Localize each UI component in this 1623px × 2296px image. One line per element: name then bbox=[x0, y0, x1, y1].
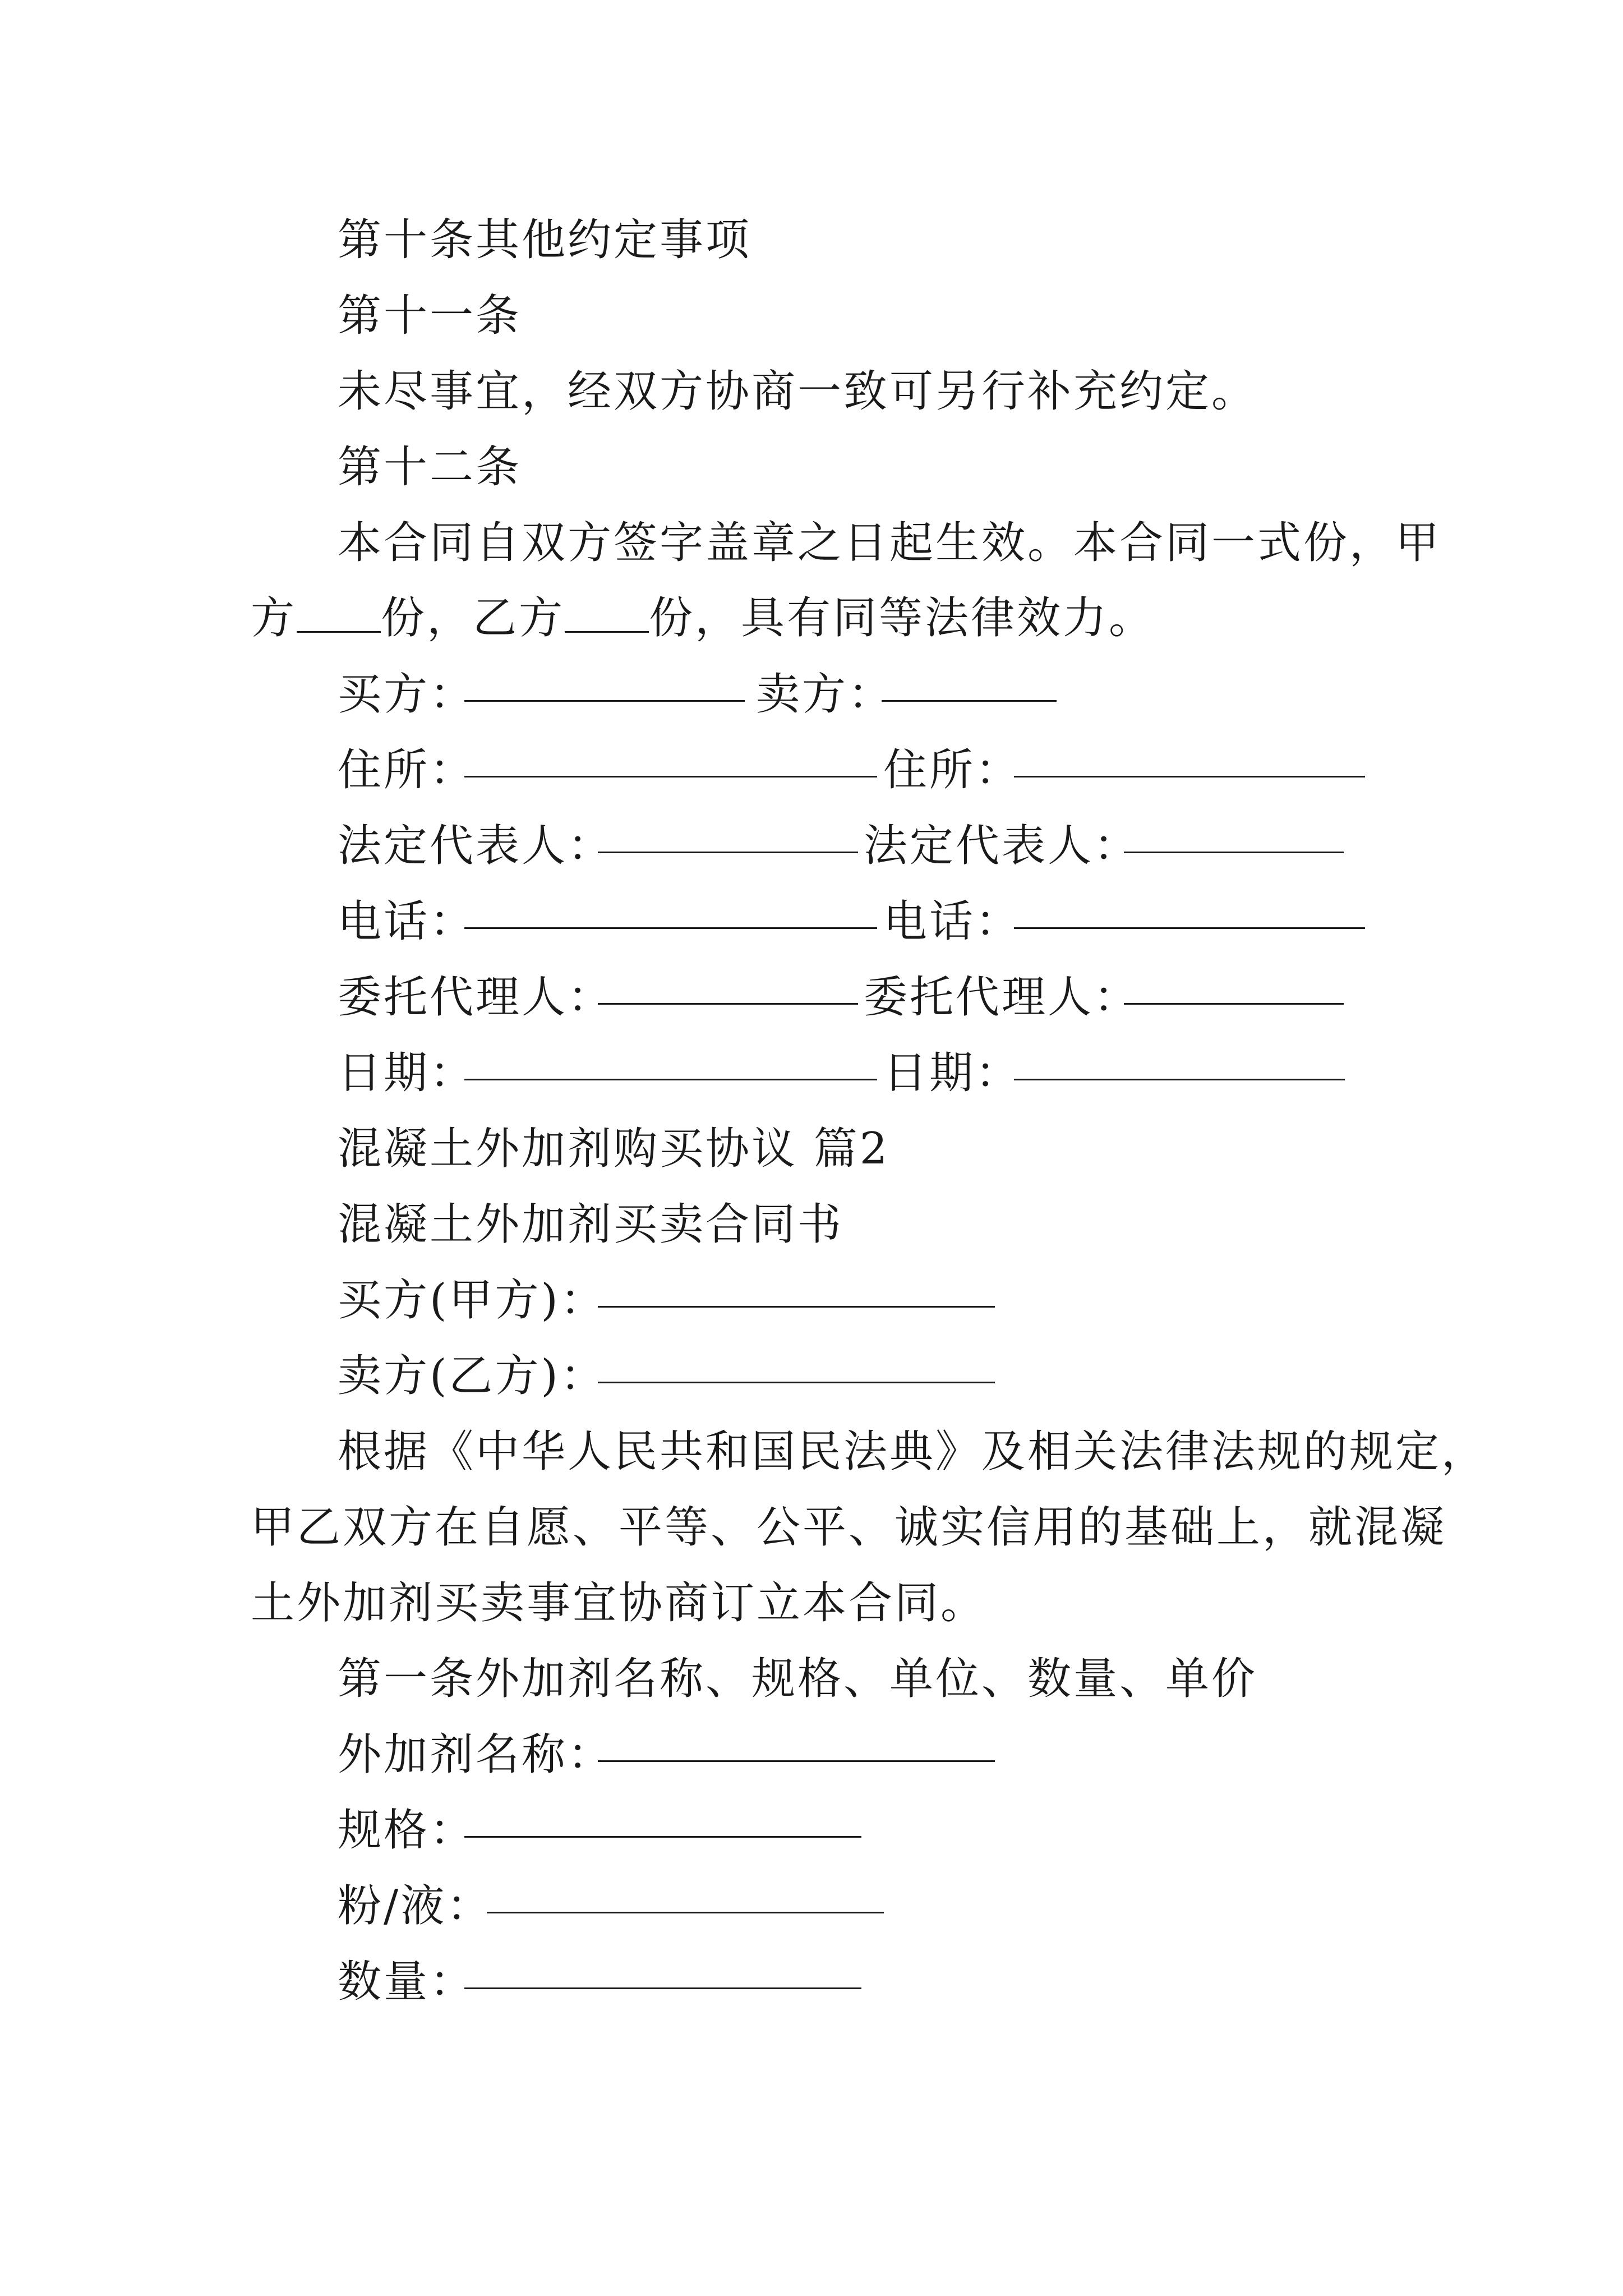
quantity-label: 数量： bbox=[338, 1957, 476, 2007]
legal-rep-label-left: 法定代表人： bbox=[338, 821, 614, 871]
legal-rep-right-blank[interactable] bbox=[1124, 852, 1344, 853]
address-left-blank[interactable] bbox=[464, 776, 877, 777]
seller-blank[interactable] bbox=[882, 700, 1057, 702]
part2-title: 混凝土外加剂买卖合同书 bbox=[338, 1199, 844, 1250]
part2-intro-line3: 土外加剂买卖事宜协商订立本合同。 bbox=[251, 1578, 987, 1628]
part2-buyer-label: 买方(甲方)： bbox=[338, 1275, 606, 1326]
spec-label: 规格： bbox=[338, 1805, 476, 1856]
legal-rep-label-right: 法定代表人： bbox=[864, 821, 1140, 871]
copies-party-b-blank[interactable] bbox=[565, 592, 649, 633]
article-11-title: 第十一条 bbox=[338, 291, 522, 341]
buyer-label: 买方： bbox=[338, 669, 476, 720]
seller-label: 卖方： bbox=[756, 669, 895, 720]
article-10-title: 第十条其他约定事项 bbox=[338, 215, 752, 265]
agent-left-blank[interactable] bbox=[598, 1003, 858, 1005]
phone-right-blank[interactable] bbox=[1014, 927, 1365, 929]
article-11-text: 未尽事宜，经双方协商一致可另行补充约定。 bbox=[338, 366, 1258, 417]
form-blank[interactable] bbox=[487, 1912, 884, 1913]
article-12-text-line1: 本合同自双方签字盖章之日起生效。本合同一式份，甲 bbox=[338, 518, 1442, 568]
additive-name-label: 外加剂名称： bbox=[338, 1729, 614, 1780]
address-label-left: 住所： bbox=[338, 745, 476, 795]
address-label-right: 住所： bbox=[883, 745, 1022, 795]
part2-seller-blank[interactable] bbox=[598, 1382, 995, 1383]
phone-left-blank[interactable] bbox=[464, 927, 877, 929]
part2-buyer-blank[interactable] bbox=[598, 1306, 995, 1308]
buyer-row bbox=[338, 666, 476, 723]
phone-label-right: 电话： bbox=[883, 896, 1022, 947]
buyer-blank[interactable] bbox=[464, 700, 745, 702]
agent-label-left: 委托代理人： bbox=[338, 972, 614, 1023]
quantity-blank[interactable] bbox=[464, 1987, 861, 1989]
article-12-text-line2: 方 份，乙方 份，具有同等法律效力。 bbox=[251, 593, 1155, 643]
date-label-left: 日期： bbox=[338, 1048, 476, 1098]
part2-intro-line1: 根据《中华人民共和国民法典》及相关法律法规的规定， bbox=[338, 1427, 1488, 1477]
agent-label-right: 委托代理人： bbox=[864, 972, 1140, 1023]
date-label-right: 日期： bbox=[883, 1048, 1022, 1098]
form-label: 粉/液： bbox=[338, 1881, 493, 1931]
additive-name-blank[interactable] bbox=[598, 1760, 995, 1762]
phone-label-left: 电话： bbox=[338, 896, 476, 947]
spec-blank[interactable] bbox=[464, 1836, 861, 1838]
part2-heading: 混凝土外加剂购买协议 篇2 bbox=[338, 1124, 890, 1174]
article-12-title: 第十二条 bbox=[338, 442, 522, 493]
part2-article1-title: 第一条外加剂名称、规格、单位、数量、单价 bbox=[338, 1654, 1258, 1704]
agent-right-blank[interactable] bbox=[1124, 1003, 1344, 1005]
copies-party-a-blank[interactable] bbox=[297, 592, 381, 633]
date-left-blank[interactable] bbox=[464, 1079, 877, 1080]
legal-rep-left-blank[interactable] bbox=[598, 852, 858, 853]
part2-intro-line2: 甲乙双方在自愿、平等、公平、诚实信用的基础上，就混凝 bbox=[251, 1502, 1447, 1553]
date-right-blank[interactable] bbox=[1014, 1079, 1345, 1080]
address-right-blank[interactable] bbox=[1014, 776, 1365, 777]
part2-seller-label: 卖方(乙方)： bbox=[338, 1351, 606, 1401]
